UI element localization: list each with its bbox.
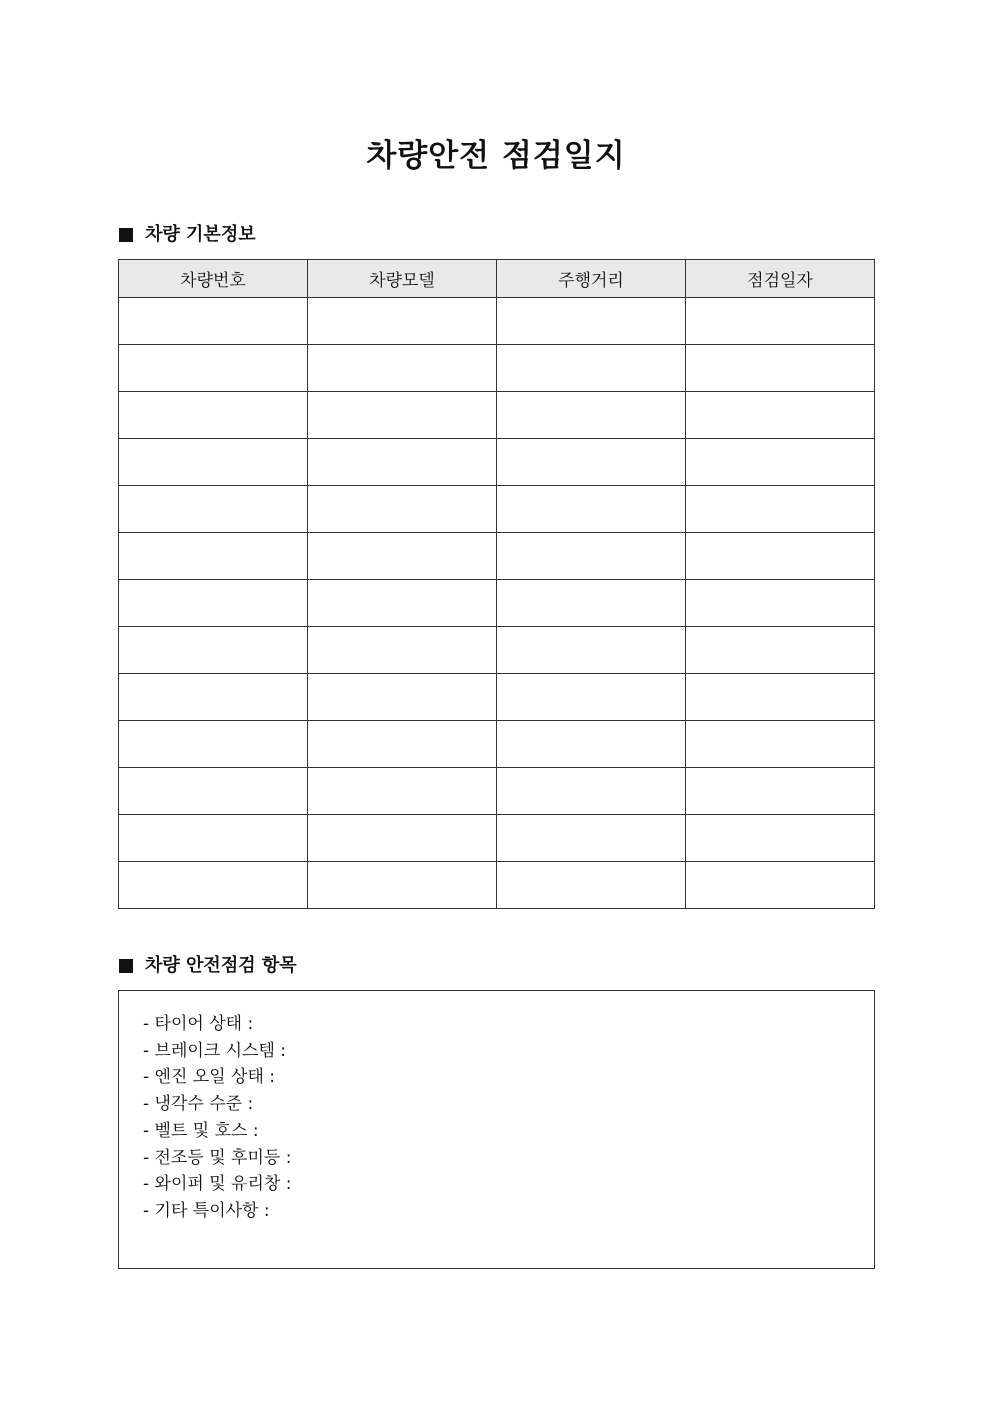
checklist-item: - 벨트 및 호스 :	[143, 1120, 259, 1141]
checklist-item: - 기타 특이사항 :	[143, 1200, 270, 1221]
table-cell[interactable]	[119, 768, 308, 815]
table-row	[119, 533, 875, 580]
square-bullet-icon	[119, 959, 133, 973]
section-heading-vehicle-info	[119, 223, 256, 247]
table-cell[interactable]	[119, 345, 308, 392]
table-cell[interactable]	[308, 627, 497, 674]
table-cell[interactable]	[308, 486, 497, 533]
column-header-vehicle-number: 차량번호	[119, 260, 308, 298]
table-row	[119, 392, 875, 439]
table-row	[119, 580, 875, 627]
table-cell[interactable]	[497, 862, 686, 909]
table-cell[interactable]	[686, 768, 875, 815]
checklist	[119, 991, 874, 1225]
table-cell[interactable]	[308, 533, 497, 580]
table-row	[119, 298, 875, 345]
table-cell[interactable]	[686, 815, 875, 862]
column-header-inspection-date: 점검일자	[686, 260, 875, 298]
table-cell[interactable]	[308, 768, 497, 815]
table-row	[119, 815, 875, 862]
section-heading-label: 차량 안전점검 항목	[145, 955, 297, 976]
page-title: 차량안전 점검일지	[366, 138, 626, 174]
table-cell[interactable]	[497, 298, 686, 345]
checklist-item: - 전조등 및 후미등 :	[143, 1147, 292, 1168]
table-cell[interactable]	[497, 486, 686, 533]
column-header-mileage: 주행거리	[497, 260, 686, 298]
table-cell[interactable]	[119, 439, 308, 486]
table-cell[interactable]	[119, 298, 308, 345]
table-cell[interactable]	[497, 439, 686, 486]
table-cell[interactable]	[119, 862, 308, 909]
section-heading-safety-items	[119, 954, 297, 978]
section-heading-label: 차량 기본정보	[145, 224, 256, 245]
table-cell[interactable]	[497, 580, 686, 627]
table-row	[119, 862, 875, 909]
table-cell[interactable]	[686, 533, 875, 580]
table-cell[interactable]	[686, 721, 875, 768]
table-cell[interactable]	[497, 345, 686, 392]
table-cell[interactable]	[497, 627, 686, 674]
table-cell[interactable]	[497, 721, 686, 768]
checklist-item: - 엔진 오일 상태 :	[143, 1067, 276, 1088]
table-row	[119, 627, 875, 674]
table-cell[interactable]	[497, 768, 686, 815]
table-cell[interactable]	[119, 627, 308, 674]
checklist-item: - 냉각수 수준 :	[143, 1094, 254, 1115]
table-cell[interactable]	[686, 345, 875, 392]
table-row	[119, 674, 875, 721]
table-cell[interactable]	[119, 486, 308, 533]
checklist-item: - 와이퍼 및 유리창 :	[143, 1174, 292, 1195]
table-cell[interactable]	[686, 674, 875, 721]
table-cell[interactable]	[497, 533, 686, 580]
table-cell[interactable]	[308, 674, 497, 721]
table-cell[interactable]	[119, 721, 308, 768]
table-cell[interactable]	[308, 392, 497, 439]
table-cell[interactable]	[119, 815, 308, 862]
table-cell[interactable]	[686, 392, 875, 439]
checklist-item: - 브레이크 시스템 :	[143, 1040, 287, 1061]
table-row	[119, 486, 875, 533]
table-row	[119, 768, 875, 815]
table-row	[119, 439, 875, 486]
table-cell[interactable]	[686, 439, 875, 486]
table-cell[interactable]	[308, 862, 497, 909]
table-row	[119, 721, 875, 768]
vehicle-info-table	[118, 259, 875, 909]
table-cell[interactable]	[686, 298, 875, 345]
checklist-item: - 타이어 상태 :	[143, 1014, 254, 1034]
table-cell[interactable]	[497, 674, 686, 721]
table-header-row	[119, 260, 875, 298]
table-cell[interactable]	[686, 580, 875, 627]
table-cell[interactable]	[308, 345, 497, 392]
table-cell[interactable]	[119, 392, 308, 439]
column-header-vehicle-model: 차량모델	[308, 260, 497, 298]
table-cell[interactable]	[686, 486, 875, 533]
table-cell[interactable]	[308, 298, 497, 345]
table-cell[interactable]	[308, 580, 497, 627]
safety-checklist-box	[118, 990, 875, 1269]
table-row	[119, 345, 875, 392]
table-cell[interactable]	[308, 439, 497, 486]
table-cell[interactable]	[308, 721, 497, 768]
square-bullet-icon	[119, 228, 133, 242]
table-cell[interactable]	[497, 392, 686, 439]
table-cell[interactable]	[686, 627, 875, 674]
table-cell[interactable]	[308, 815, 497, 862]
table-cell[interactable]	[119, 674, 308, 721]
table-cell[interactable]	[119, 580, 308, 627]
table-cell[interactable]	[497, 815, 686, 862]
table-cell[interactable]	[119, 533, 308, 580]
table-cell[interactable]	[686, 862, 875, 909]
